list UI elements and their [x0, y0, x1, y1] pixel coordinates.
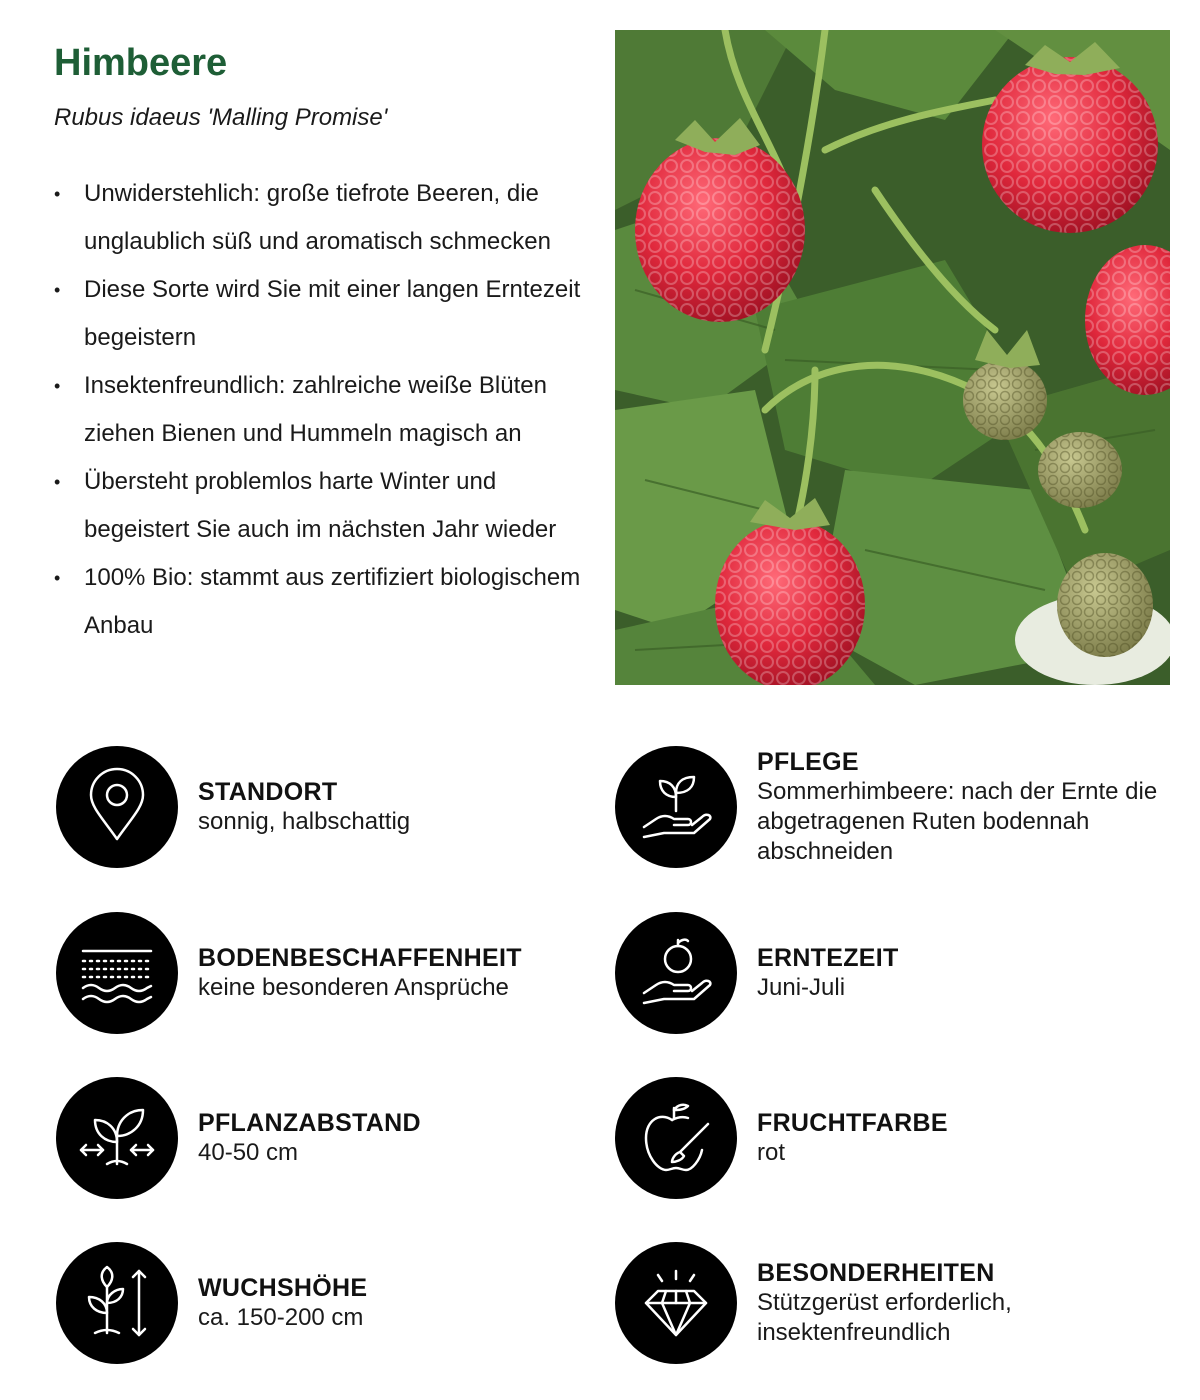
bullet-item: • Übersteht problemlos harte Winter und begeistert Sie auch im nächsten Jahr wieder [54, 458, 604, 554]
plant-spacing-icon [56, 1077, 178, 1199]
location-pin-icon [56, 746, 178, 868]
feature-fruchtfarbe [615, 1077, 948, 1199]
feature-label: PFLANZABSTAND [198, 1109, 421, 1137]
bullet-item: • 100% Bio: stammt aus zertifiziert biologischem Anbau [54, 554, 604, 650]
diamond-icon [615, 1242, 737, 1364]
feature-value: sonnig, halbschattig [198, 808, 411, 835]
feature-erntezeit [615, 912, 899, 1034]
feature-value: keine besonderen Ansprüche [198, 974, 509, 1001]
product-title: Himbeere [54, 42, 228, 84]
feature-bodenbeschaffenheit [56, 912, 522, 1034]
hand-sprout-icon [615, 746, 737, 868]
raspberry-photo [615, 30, 1170, 685]
bullet-item: • Insektenfreundlich: zahlreiche weiße Blüten ziehen Bienen und Hummeln magisch an [54, 362, 604, 458]
feature-bullet-list [54, 170, 604, 650]
feature-label: PFLEGE [757, 748, 859, 776]
feature-value: ca. 150-200 cm [198, 1304, 364, 1331]
apple-brush-icon [615, 1077, 737, 1199]
bullet-item: • Diese Sorte wird Sie mit einer langen Erntezeit begeistern [54, 266, 604, 362]
feature-standort [56, 746, 410, 868]
feature-pflanzabstand [56, 1077, 421, 1199]
feature-value: Sommerhimbeere: nach der Ernte die abgetragenen Ruten bodennah abschneiden [757, 778, 1158, 865]
plant-height-icon [56, 1242, 178, 1364]
feature-value: Stützgerüst erforderlich, insektenfreundlich [757, 1289, 1012, 1346]
feature-label: STANDORT [198, 778, 338, 806]
feature-value: 40-50 cm [198, 1139, 299, 1166]
feature-label: FRUCHTFARBE [757, 1109, 948, 1137]
feature-besonderheiten [615, 1242, 1087, 1364]
product-subtitle: Rubus idaeus 'Malling Promise' [54, 104, 388, 131]
feature-label: WUCHSHÖHE [198, 1274, 368, 1302]
feature-label: BESONDERHEITEN [757, 1259, 995, 1287]
bullet-item: • Unwiderstehlich: große tiefrote Beeren, die unglaublich süß und aromatisch schmecken [54, 170, 604, 266]
feature-pflege [615, 746, 1167, 868]
soil-layers-icon [56, 912, 178, 1034]
hand-fruit-icon [615, 912, 737, 1034]
feature-value: rot [757, 1139, 786, 1166]
feature-label: ERNTEZEIT [757, 944, 899, 972]
feature-label: BODENBESCHAFFENHEIT [198, 944, 522, 972]
feature-value: Juni-Juli [757, 974, 846, 1001]
feature-wuchshoehe [56, 1242, 367, 1364]
